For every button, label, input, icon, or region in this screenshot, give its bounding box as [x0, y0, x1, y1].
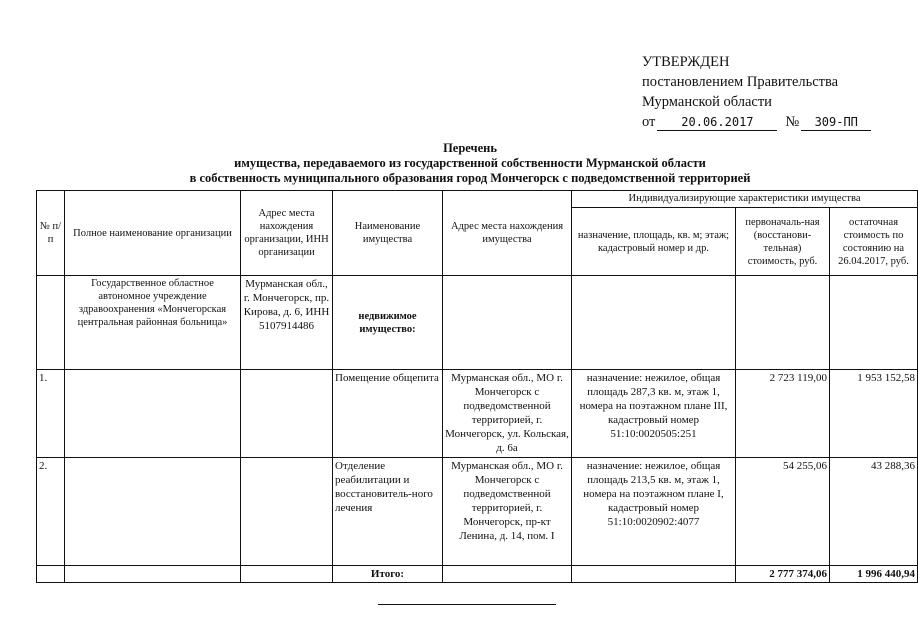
closing-divider	[378, 604, 556, 605]
org-name: Государственное областное автономное учреждение здравоохранения «Мончегорская центральная районная больница»	[65, 276, 241, 370]
row-num: 1.	[37, 370, 65, 458]
header-property-name: Наименование имущества	[333, 191, 443, 276]
table-row-total	[37, 566, 918, 583]
row-purpose: назначение: нежилое, общая площадь 213,5 кв. м, этаж 1, номера на поэтажном плане I, кадастровый номер 51:10:0020902:4077	[572, 458, 736, 566]
approval-number: 309-ПП	[801, 115, 871, 131]
title-line-1: Перечень	[443, 141, 497, 155]
header-residual-cost: остаточная стоимость по состоянию на 26.04.2017, руб.	[830, 208, 918, 276]
row-property: Отделение реабилитации и восстановитель-ного лечения	[333, 458, 443, 566]
table-row	[37, 458, 918, 566]
header-org-name: Полное наименование организации	[65, 191, 241, 276]
row-num: 2.	[37, 458, 65, 566]
row-initial-cost: 54 255,06	[736, 458, 830, 566]
header-property-address: Адрес места нахождения имущества	[443, 191, 572, 276]
property-type: недвижимое имущество:	[333, 276, 443, 370]
row-residual-cost: 43 288,36	[830, 458, 918, 566]
approval-stamp: УТВЕРЖДЕН	[642, 54, 730, 70]
header-org-address: Адрес места нахождения организации, ИНН организации	[241, 191, 333, 276]
header-num: № п/п	[37, 191, 65, 276]
approval-line-1: постановлением Правительства	[642, 74, 839, 90]
header-initial-cost: первоначаль-ная (восстанови-тельная) стоимость, руб.	[736, 208, 830, 276]
approval-date: 20.06.2017	[657, 115, 777, 131]
total-initial-cost: 2 777 374,06	[736, 566, 830, 583]
row-address: Мурманская обл., МО г. Мончегорск с подведомственной территорией, г. Мончегорск, пр-кт Ленина, д. 14, пом. I	[443, 458, 572, 566]
table-row-organization	[37, 276, 918, 370]
number-prefix: №	[785, 114, 800, 130]
approval-block	[642, 52, 892, 132]
title-line-3: в собственность муниципального образования город Мончегорск с подведомственной территорией	[189, 171, 751, 185]
date-prefix: от	[642, 114, 656, 130]
row-property: Помещение общепита	[333, 370, 443, 458]
header-purpose: назначение, площадь, кв. м; этаж; кадастровый номер и др.	[572, 208, 736, 276]
row-residual-cost: 1 953 152,58	[830, 370, 918, 458]
table-row	[37, 370, 918, 458]
document-title	[40, 141, 900, 186]
property-table	[36, 190, 918, 583]
org-address: Мурманская обл., г. Мончегорск, пр. Кирова, д. 6, ИНН 5107914486	[241, 276, 333, 370]
row-purpose: назначение: нежилое, общая площадь 287,3 кв. м, этаж 1, номера на поэтажном плане III, кадастровый номер 51:10:0020505:251	[572, 370, 736, 458]
title-line-2: имущества, передаваемого из государственной собственности Мурманской области	[234, 156, 706, 170]
total-label: Итого:	[333, 566, 443, 583]
approval-line-2: Мурманской области	[642, 94, 772, 110]
row-address: Мурманская обл., МО г. Мончегорск с подведомственной территорией, г. Мончегорск, ул. Кольская, д. 6а	[443, 370, 572, 458]
header-characteristics: Индивидуализирующие характеристики имущества	[572, 191, 918, 208]
row-initial-cost: 2 723 119,00	[736, 370, 830, 458]
approval-date-line	[642, 112, 892, 132]
total-residual-cost: 1 996 440,94	[830, 566, 918, 583]
